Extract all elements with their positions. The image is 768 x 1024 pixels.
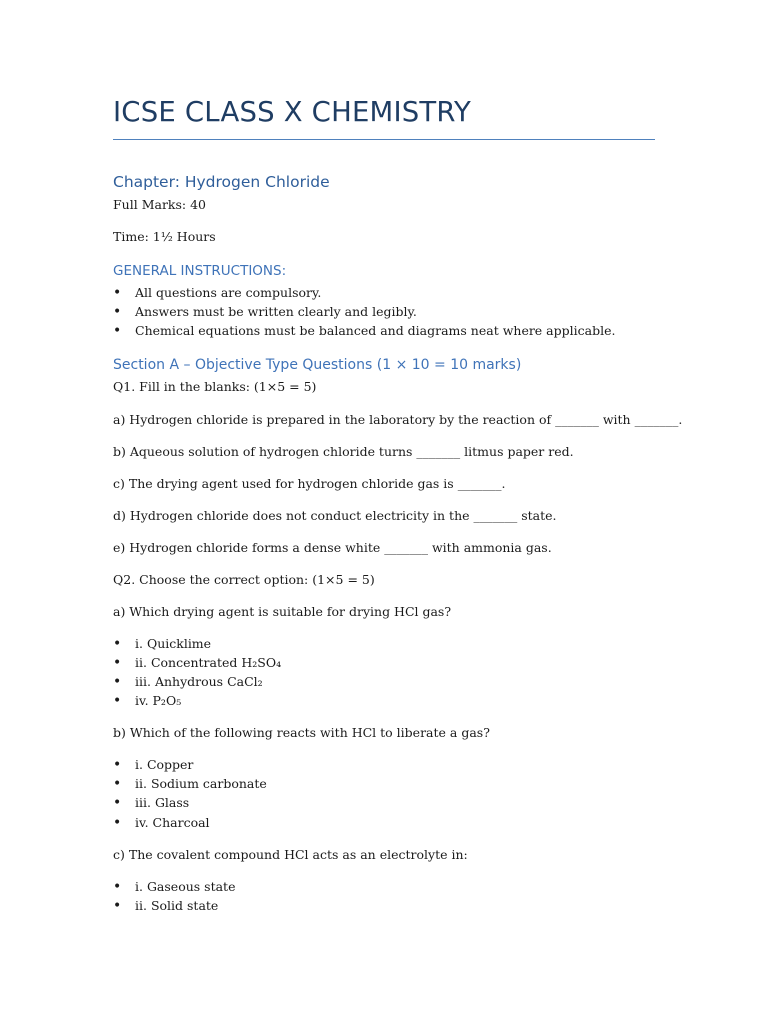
q2b-question: b) Which of the following reacts with HCl to liberate a gas? <box>113 725 490 740</box>
bullet-icon: • <box>113 285 122 301</box>
general-instructions-heading: GENERAL INSTRUCTIONS: <box>113 263 287 279</box>
title-underline <box>113 139 655 140</box>
time-allowed: Time: 1½ Hours <box>113 229 216 244</box>
bullet-icon: • <box>113 879 122 895</box>
bullet-icon: • <box>113 655 122 671</box>
q1-heading: Q1. Fill in the blanks: (1×5 = 5) <box>113 379 317 394</box>
bullet-icon: • <box>113 757 122 773</box>
bullet-icon: • <box>113 323 122 339</box>
q1-item-e: e) Hydrogen chloride forms a dense white _______ with ammonia gas. <box>113 540 552 555</box>
bullet-icon: • <box>113 898 122 914</box>
q1-item-a: a) Hydrogen chloride is prepared in the laboratory by the reaction of _______ with _______. <box>113 412 683 427</box>
q1-item-c: c) The drying agent used for hydrogen chloride gas is _______. <box>113 476 506 491</box>
bullet-icon: • <box>113 795 122 811</box>
document-title: ICSE CLASS X CHEMISTRY <box>113 96 471 128</box>
q2a-question: a) Which drying agent is suitable for drying HCl gas? <box>113 604 452 619</box>
bullet-icon: • <box>113 636 122 652</box>
q1-item-b: b) Aqueous solution of hydrogen chloride turns _______ litmus paper red. <box>113 444 574 459</box>
bullet-icon: • <box>113 674 122 690</box>
q2-heading: Q2. Choose the correct option: (1×5 = 5) <box>113 572 375 587</box>
q1-item-d: d) Hydrogen chloride does not conduct electricity in the _______ state. <box>113 508 557 523</box>
chapter-heading: Chapter: Hydrogen Chloride <box>113 173 330 191</box>
bullet-icon: • <box>113 776 122 792</box>
bullet-icon: • <box>113 693 122 709</box>
bullet-icon: • <box>113 304 122 320</box>
bullet-icon: • <box>113 815 122 831</box>
q2c-question: c) The covalent compound HCl acts as an electrolyte in: <box>113 847 468 862</box>
section-a-heading: Section A – Objective Type Questions (1 × 10 = 10 marks) <box>113 357 522 373</box>
full-marks: Full Marks: 40 <box>113 197 206 212</box>
